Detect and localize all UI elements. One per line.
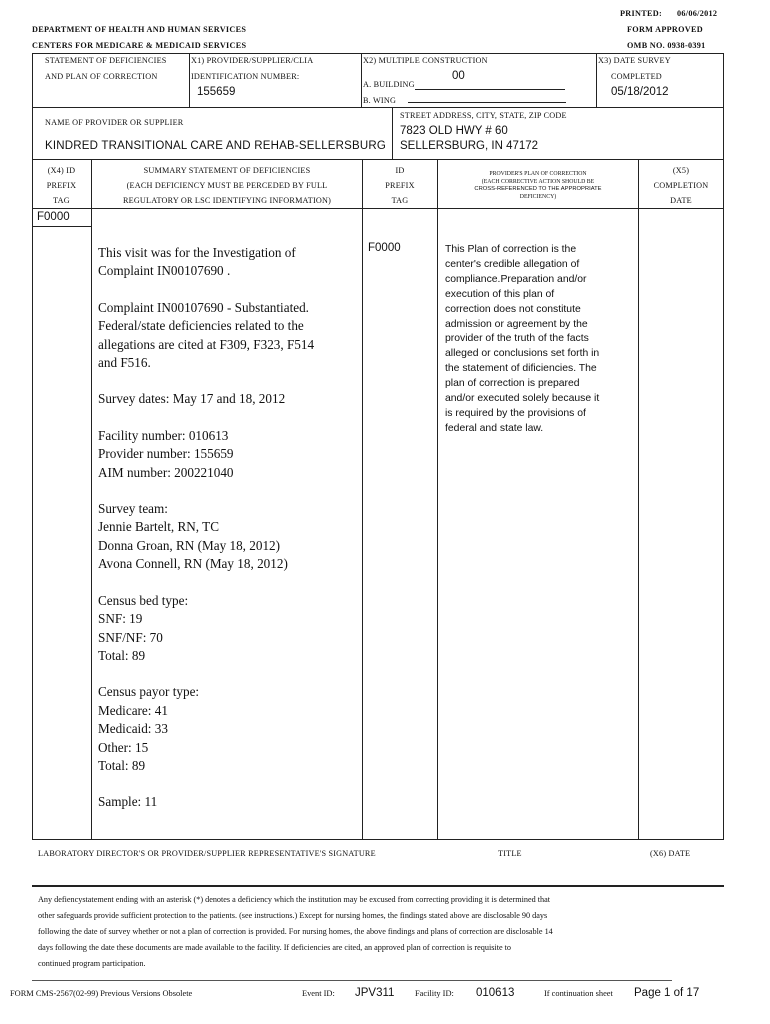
x1-value: 155659: [197, 86, 236, 98]
id-header-l3: TAG: [391, 196, 409, 205]
event-id-label: Event ID:: [302, 989, 335, 998]
footnote-line: following the date of survey whether or not a plan of correction is provided. For nursing homes, the above findings and plans of correction are disclosable 14: [38, 927, 553, 936]
summary-header-l2: (EACH DEFICIENCY MUST BE PERCEDED BY FULL: [126, 181, 328, 190]
address-line1: 7823 OLD HWY # 60: [400, 125, 508, 137]
summary-block-5: [98, 500, 360, 574]
footnote: [38, 892, 718, 972]
line-under-box1: [32, 107, 724, 108]
x2-wing-label: B. WING: [363, 96, 397, 105]
plan-line: This Plan of correction is the: [445, 244, 577, 255]
centers-title: CENTERS FOR MEDICARE & MEDICAID SERVICES: [32, 41, 247, 50]
col-divider-2: [362, 159, 363, 840]
summary-line: Census bed type:: [98, 592, 189, 608]
x4-header-l1: (X4) ID: [47, 166, 76, 175]
x3-label: X3) DATE SURVEY: [598, 56, 671, 65]
left-tag-underline: [32, 226, 92, 227]
col-divider-3: [437, 159, 438, 840]
x5-header-l3: DATE: [670, 196, 692, 205]
plan-line: federal and state law.: [445, 422, 544, 434]
footnote-line: Any defiencystatement ending with an asterisk (*) denotes a deficiency which the institution may be excused from correcting providing it is determined that: [38, 895, 551, 904]
frame-bottom-line: [32, 839, 724, 840]
frame-right: [723, 107, 724, 840]
plan-line: plan of correction is prepared: [445, 378, 580, 390]
printed-date: 06/06/2012: [677, 9, 718, 18]
director-signature-label: LABORATORY DIRECTOR'S OR PROVIDER/SUPPLIER REPRESENTATIVE'S SIGNATURE: [38, 849, 376, 858]
wing-underline: [408, 102, 566, 103]
summary-line: Survey team:: [98, 501, 168, 517]
plan-line: provider of the truth of the facts: [445, 333, 589, 345]
summary-line: Sample: 11: [98, 794, 158, 810]
building-underline: [415, 89, 565, 90]
continuation-label: If continuation sheet: [544, 989, 613, 998]
form-approved: FORM APPROVED: [627, 25, 703, 34]
divider-x2: [361, 53, 362, 108]
provider-name-value: KINDRED TRANSITIONAL CARE AND REHAB-SELLERSBURG: [45, 140, 387, 152]
footnote-line: continued program participation.: [38, 959, 146, 968]
plan-header-l2: (EACH CORRECTIVE ACTION SHOULD BE: [481, 178, 595, 185]
summary-line: and F516.: [98, 355, 151, 371]
id-header-l2: PREFIX: [385, 181, 415, 190]
summary-line: Medicare: 41: [98, 702, 168, 718]
address-line2: SELLERSBURG, IN 47172: [400, 140, 539, 152]
summary-line: Provider number: 155659: [98, 446, 234, 462]
summary-statement: [98, 244, 360, 812]
summary-header-l3: REGULATORY OR LSC IDENTIFYING INFORMATION): [122, 196, 332, 205]
summary-line: Jennie Bartelt, RN, TC: [98, 519, 219, 535]
summary-line: Complaint IN00107690 - Substantiated.: [98, 299, 309, 315]
x2-building-value: 00: [452, 70, 465, 82]
x2-label: X2) MULTIPLE CONSTRUCTION: [363, 56, 488, 65]
summary-line: Total: 89: [98, 647, 146, 663]
summary-line: allegations are cited at F309, F323, F514: [98, 336, 315, 352]
footnote-line: other safeguards provide sufficient protection to the patients. (see instructions.) Except for nursing homes, the findings stated above are disclosable 90 days: [38, 911, 548, 920]
x3-value: 05/18/2012: [611, 86, 669, 98]
address-label: STREET ADDRESS, CITY, STATE, ZIP CODE: [400, 111, 567, 120]
plan-header-l1: PROVIDER'S PLAN OF CORRECTION: [489, 171, 587, 177]
summary-block-4: [98, 427, 360, 482]
summary-line: Survey dates: May 17 and 18, 2012: [98, 391, 286, 407]
divider-x3: [596, 53, 597, 108]
summary-block-7: [98, 683, 360, 775]
line-under-provider: [32, 159, 724, 160]
summary-line: Other: 15: [98, 739, 149, 755]
x4-header-l2: PREFIX: [46, 181, 77, 190]
divider-x1: [189, 53, 190, 108]
department-title: DEPARTMENT OF HEALTH AND HUMAN SERVICES: [32, 25, 247, 34]
summary-line: AIM number: 200221040: [98, 464, 234, 480]
form-number: FORM CMS-2567(02-99) Previous Versions Obsolete: [10, 989, 193, 998]
right-prefix-tag: F0000: [368, 242, 401, 254]
x1-label: X1) PROVIDER/SUPPLIER/CLIA: [191, 56, 314, 65]
summary-line: Avona Connell, RN (May 18, 2012): [98, 556, 288, 572]
x5-header-l2: COMPLETION: [653, 181, 709, 190]
summary-line: Census payor type:: [98, 684, 200, 700]
plan-line: and/or executed solely because it: [445, 393, 600, 405]
x5-header-l1: (X5): [672, 166, 690, 175]
x6-date-label: (X6) DATE: [650, 849, 691, 858]
signature-bottom-line: [32, 885, 724, 887]
plan-header-l3: CROSS-REFERENCED TO THE APPROPRIATE: [474, 186, 602, 192]
plan-line: center's credible allegation of: [445, 258, 580, 270]
col-divider-1: [91, 159, 92, 840]
summary-line: Donna Groan, RN (May 18, 2012): [98, 537, 281, 553]
plan-header: [438, 171, 638, 201]
summary-line: SNF/NF: 70: [98, 629, 163, 645]
footnote-line: days following the date these documents are made available to the facility. If deficiencies are cited, an approved plan of correction is requisite to: [38, 943, 512, 952]
x4-header-l3: TAG: [53, 196, 70, 205]
line-under-column-headers: [32, 208, 724, 209]
col-divider-4: [638, 159, 639, 840]
left-prefix-tag: F0000: [37, 211, 70, 223]
summary-line: Medicaid: 33: [98, 721, 168, 737]
summary-line: Facility number: 010613: [98, 427, 229, 443]
summary-line: SNF: 19: [98, 611, 143, 627]
summary-line: Federal/state deficiencies related to the: [98, 318, 304, 334]
x1-sub: IDENTIFICATION NUMBER:: [191, 72, 300, 81]
event-id-value: JPV311: [355, 987, 395, 999]
plan-header-l4: DEFICIENCY): [519, 193, 557, 200]
x3-sub: COMPLETED: [611, 72, 662, 81]
frame-top-line: [32, 53, 724, 54]
frame-left-upper: [32, 53, 33, 108]
summary-header-l1: SUMMARY STATEMENT OF DEFICIENCIES: [143, 166, 311, 175]
provider-name-label: NAME OF PROVIDER OR SUPPLIER: [45, 118, 184, 127]
page-number: Page 1 of 17: [634, 987, 700, 999]
x2-building-label: A. BUILDING: [363, 80, 415, 89]
summary-line: This visit was for the Investigation of: [98, 245, 296, 260]
plan-line: admission or agreement by the: [445, 318, 588, 330]
plan-line: correction does not constitute: [445, 303, 581, 315]
summary-line: Complaint IN00107690 .: [98, 263, 231, 279]
plan-line: compliance.Preparation and/or: [445, 273, 587, 285]
title-label: TITLE: [498, 849, 522, 858]
statement-line2: AND PLAN OF CORRECTION: [45, 72, 158, 81]
footnote-divider: [32, 980, 672, 981]
plan-line: is required by the provisions of: [445, 407, 586, 419]
facility-id-label: Facility ID:: [415, 989, 454, 998]
id-header-l1: ID: [395, 166, 405, 175]
facility-id-value: 010613: [476, 987, 515, 999]
plan-line: execution of this plan of: [445, 288, 555, 300]
frame-left: [32, 107, 33, 840]
plan-line: the statement of dificiencies. The: [445, 363, 597, 375]
summary-block-8: [98, 793, 360, 811]
divider-address: [392, 107, 393, 160]
plan-of-correction: [445, 243, 635, 437]
summary-block-1: [98, 244, 360, 281]
statement-line1: STATEMENT OF DEFICIENCIES: [45, 56, 167, 65]
summary-block-6: [98, 592, 360, 666]
omb-number: OMB NO. 0938-0391: [627, 41, 706, 50]
printed-label: PRINTED:: [620, 9, 662, 18]
plan-line: alleged or conclusions set forth in: [445, 348, 600, 360]
summary-line: Total: 89: [98, 757, 146, 773]
summary-block-2: [98, 299, 360, 373]
frame-right-upper: [723, 53, 724, 108]
summary-block-3: [98, 390, 360, 408]
